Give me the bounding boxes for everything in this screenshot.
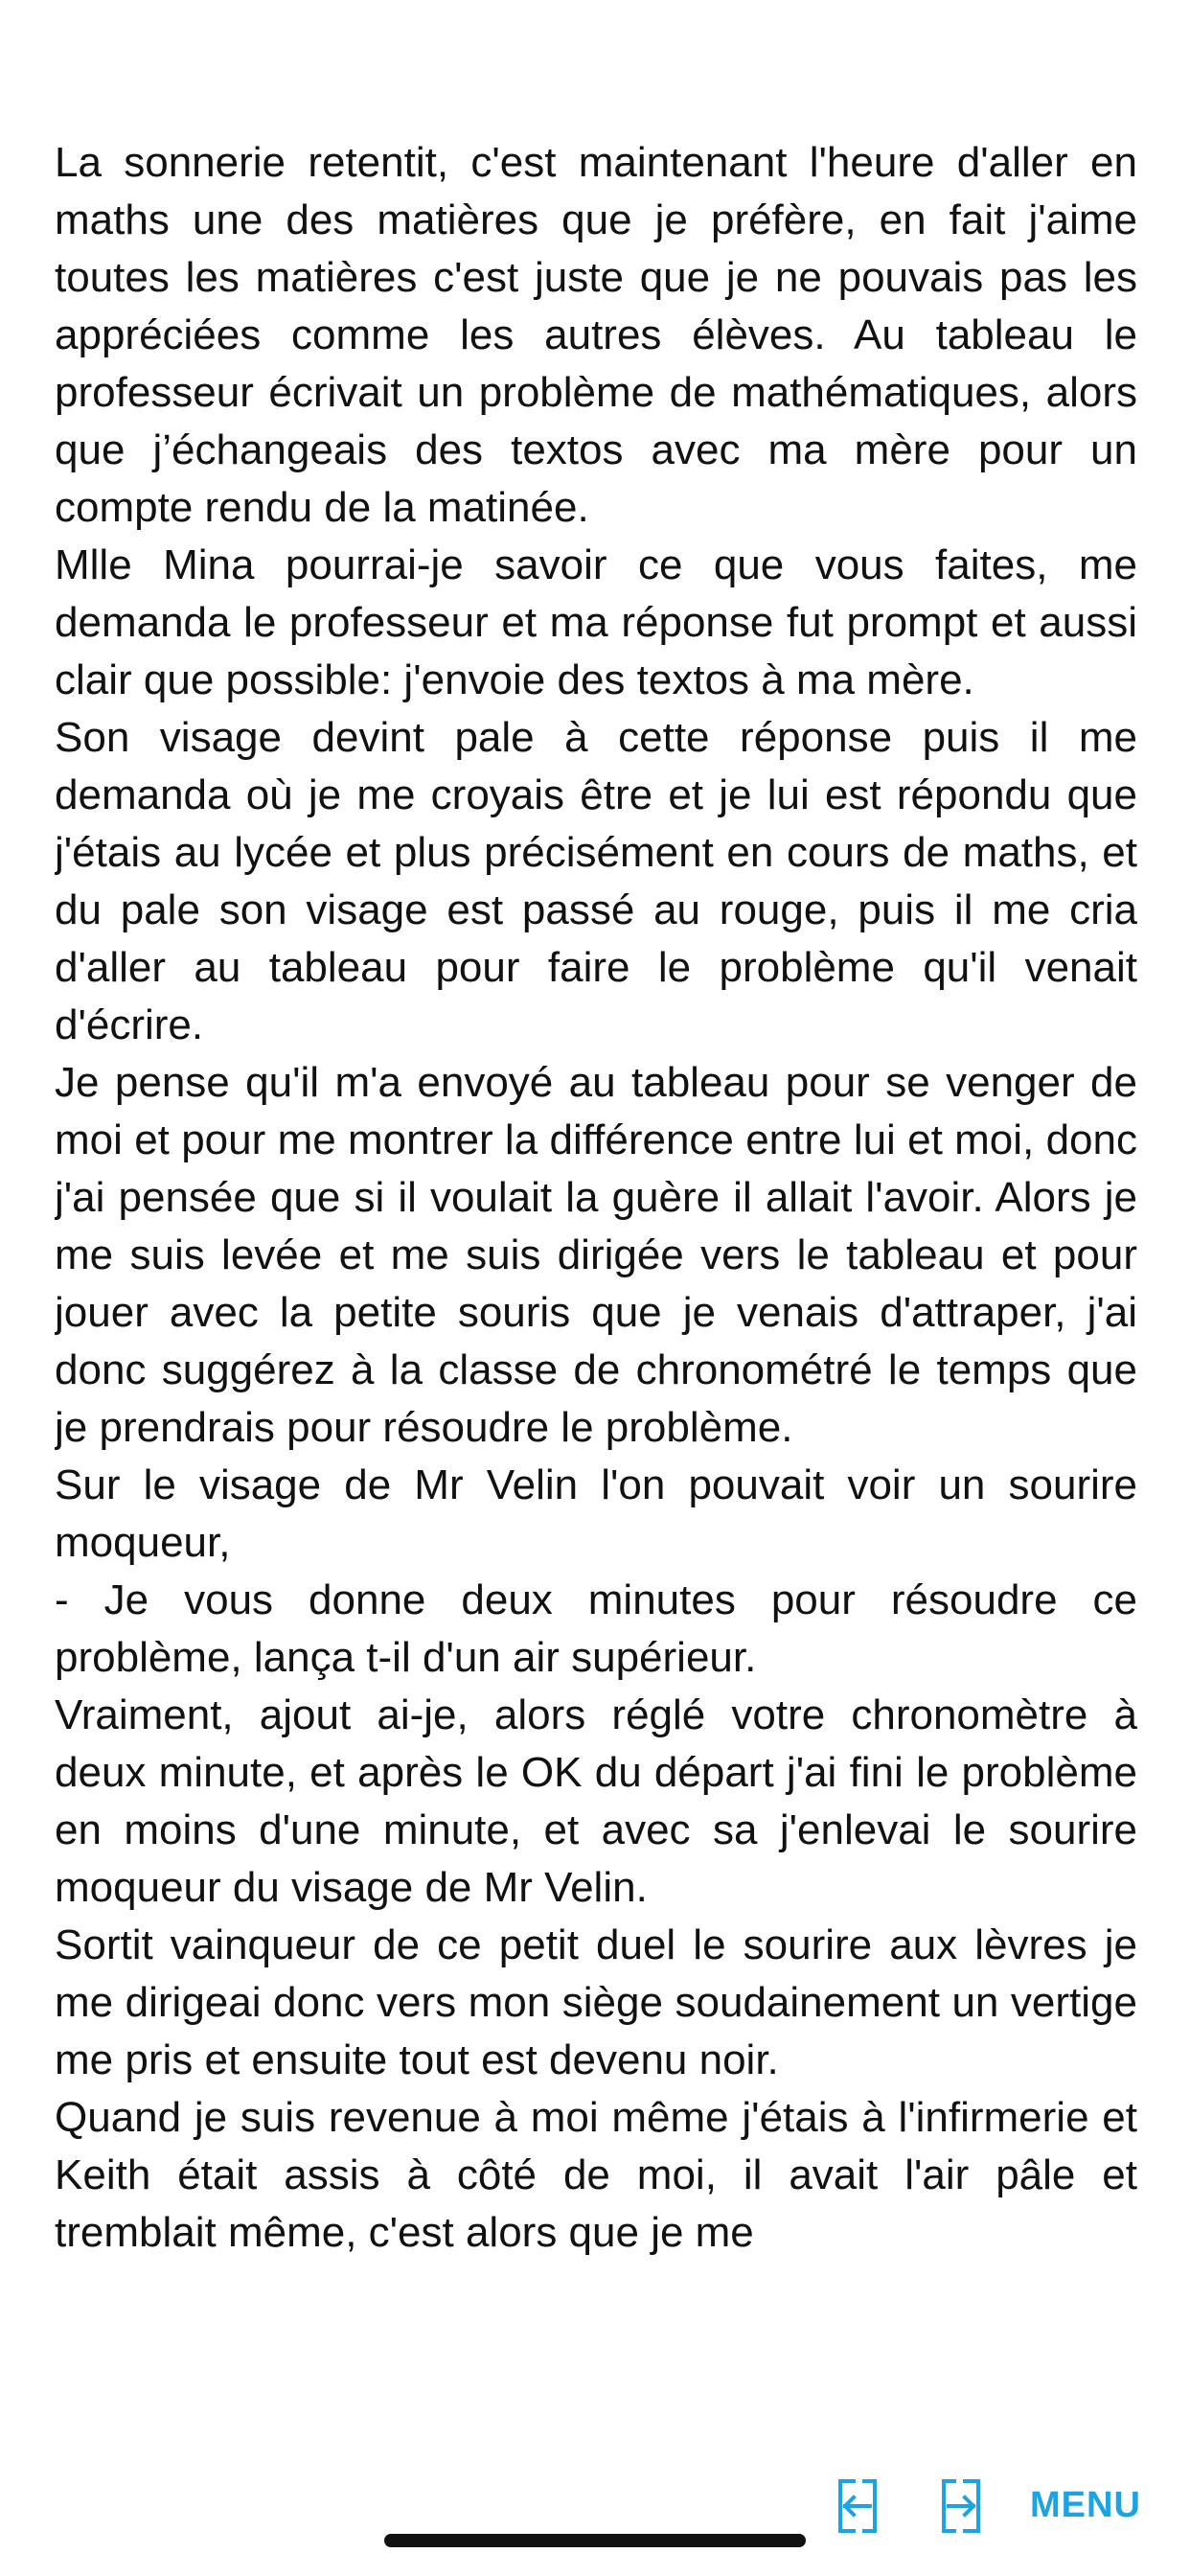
menu-button[interactable]: MENU bbox=[1030, 2485, 1141, 2525]
story-paragraph: Sur le visage de Mr Velin l'on pouvait voir un sourire moqueur, bbox=[55, 1461, 1137, 1566]
story-paragraph: Vraiment, ajout ai-je, alors réglé votre chronomètre à deux minute, et après le OK du départ j'ai fini le problème en moins d'une minute, et avec sa j'enlevai le sourire moqueur du visage de Mr Velin. bbox=[55, 1691, 1137, 1911]
arrow-left-bar-icon bbox=[837, 2478, 878, 2534]
story-paragraph: La sonnerie retentit, c'est maintenant l'heure d'aller en maths une des matières que je préfère, en fait j'aime toutes les matières c'est juste que je ne pouvais pas les appréciées comme les autres élèves. Au tableau le professeur écrivait un problème de mathématiques, alors que j’échangeais des textos avec ma mère pour un compte rendu de la matinée. bbox=[55, 139, 1137, 531]
story-paragraph: Je pense qu'il m'a envoyé au tableau pour se venger de moi et pour me montrer la différence entre lui et moi, donc j'ai pensée que si il voulait la guère il allait l'avoir. Alors je me suis levée et me suis dirigée vers le tableau et pour jouer avec la petite souris que je venais d'attraper, j'ai donc suggérez à la classe de chronométré le temps que je prendrais pour résoudre le problème. bbox=[55, 1059, 1137, 1451]
story-paragraph: Mlle Mina pourrai-je savoir ce que vous faites, me demanda le professeur et ma réponse fut prompt et aussi clair que possible: j'envoie des textos à ma mère. bbox=[55, 541, 1137, 703]
story-paragraph: Quand je suis revenue à moi même j'étais à l'infirmerie et Keith était assis à côté de moi, il avait l'air pâle et tremblait même, c'est alors que je me bbox=[55, 2094, 1137, 2256]
next-page-button[interactable] bbox=[937, 2477, 985, 2535]
home-indicator[interactable] bbox=[384, 2534, 806, 2547]
arrow-right-bar-icon bbox=[941, 2478, 981, 2534]
previous-page-button[interactable] bbox=[834, 2477, 881, 2535]
story-paragraph: Son visage devint pale à cette réponse puis il me demanda où je me croyais être et je lui est répondu que j'étais au lycée et plus précisément en cours de maths, et du pale son visage est passé au rouge, puis il me cria d'aller au tableau pour faire le problème qu'il venait d'écrire. bbox=[55, 714, 1137, 1048]
story-paragraph: Sortit vainqueur de ce petit duel le sourire aux lèvres je me dirigeai donc vers mon siège soudainement un vertige me pris et ensuite tout est devenu noir. bbox=[55, 1921, 1137, 2083]
story-text bbox=[55, 134, 1137, 2434]
story-paragraph: - Je vous donne deux minutes pour résoudre ce problème, lança t-il d'un air supérieur. bbox=[55, 1576, 1137, 1681]
